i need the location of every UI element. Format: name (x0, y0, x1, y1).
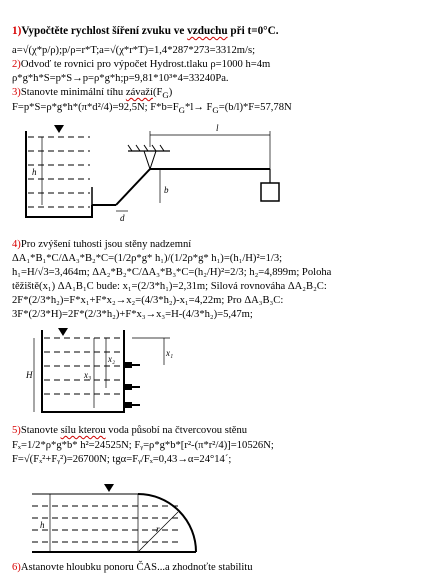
fig5-label-r: r (156, 524, 160, 534)
problem-4-line-1: ΔA₁*B₁*C/ΔA₃*B₂*C=(1/2ρ*g* h₁)/(1/2ρ*g* h₁)=(h₁/H)²=1/3; (12, 253, 283, 264)
problem-4-line-3: těžiště(x₁) ΔA₁B₁C bude: x₁=(2/3*h₁)=2,31m; Silová rovnováha ΔA₂B₂C: (12, 281, 327, 292)
problem-1-number: 1) (12, 25, 22, 37)
problem-2-title: 2)Odvoď te rovnici pro výpočet Hydrost.tlaku ρ=1000 h=4m (12, 59, 271, 70)
problem-5-line-1: Fₓ=1/2*ρ*g*b* h²=24525N; Fᵧ=ρ*g*b*[r²-(π*r²/4)]=10526N; (12, 440, 274, 451)
problem-4-title: 4)Pro zvýšení tuhosti jsou stěny nadzemní (12, 239, 192, 250)
problem-6-partial: 6)Astanovte hloubku ponoru ČAS...a zhodnoťte stabilitu (12, 562, 253, 573)
problem-5-title: 5)Stanovte sílu kterou voda působí na čtvercovou stěnu (12, 425, 248, 436)
problem-6-number: 6) (12, 562, 21, 573)
problem-5-line-2: F=√(Fₓ²+Fᵧ²)=26700N; tgα=Fᵧ/Fₓ=0,43→α=24°14´; (12, 454, 232, 465)
problem-4-line-5: 3F*(2/3*H)=2F*(2/3*h₂)+F*x₃→x₃=H-(4/3*h₂)=5,47m; (12, 309, 253, 320)
fig4-label-x1: x₁ (166, 348, 174, 358)
fig3-label-h: h (32, 167, 37, 177)
fig3-label-d: d (120, 213, 125, 223)
problem-4-number: 4) (12, 239, 21, 250)
problem-2-solution: ρ*g*h*S=p*S→p=ρ*g*h;p=9,81*10³*4=33240Pa. (12, 73, 229, 84)
fig4-label-H: H (26, 370, 33, 380)
problem-3-figure (20, 117, 300, 227)
fig3-label-l: l (216, 123, 219, 133)
fig4-label-x2: x₂ (108, 354, 116, 364)
fig4-label-x3: x₃ (84, 370, 92, 380)
problem-4-figure (20, 322, 220, 420)
problem-3-title: 3)Stanovte minimální tíhu $závaží(F_G)$ (12, 87, 173, 101)
problem-5-number: 5) (12, 425, 21, 436)
problem-4-line-4: 2F*(2/3*h₂)=F*x₁+F*x₂→x₂=(4/3*h₂)-x₁=4,22m; Pro ΔA₃B₃C: (12, 295, 284, 306)
problem-2-number: 2) (12, 59, 21, 70)
fig5-label-h: h (40, 520, 45, 530)
problem-3-number: 3) (12, 87, 21, 98)
problem-4-line-2: h₁=H/√3=3,464m; ΔA₂*B₂*C/ΔA₃*B₃*C=(h₂/H)²=2/3; h₂=4,899m; Poloha (12, 267, 332, 278)
problem-5-figure (20, 470, 220, 555)
problem-1-title: 1)Vypočtěte rychlost šíření zvuku ve vzduchu při t=0°C. (12, 25, 279, 37)
problem-1-solution: a=√(χ*p/ρ);p/ρ=r*T;a=√(χ*r*T)=1,4*287*273=3312m/s; (12, 45, 256, 56)
fig3-label-b: b (164, 185, 169, 195)
problem-3-solution: F=p*S=ρ*g*h*(π*d²/4)=92,5N; $F*b=F_G*l\to F_G=(b/l)*F=57,78N$ (12, 102, 292, 116)
